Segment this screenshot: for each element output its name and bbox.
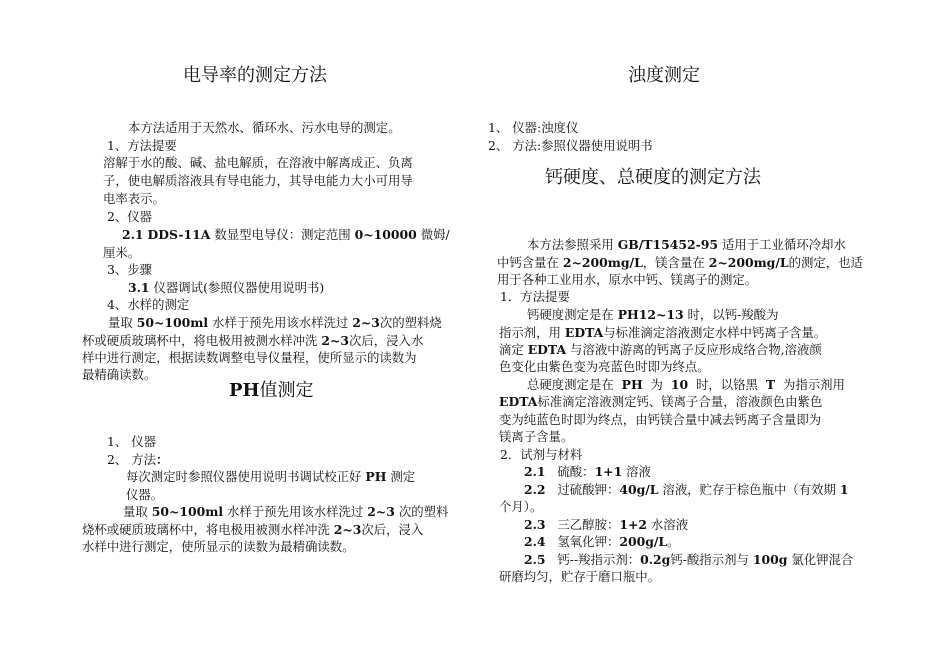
ratio-value: 1+1 [594, 464, 623, 479]
conductivity-s1-heading: 1、方法提要 [107, 138, 177, 153]
conductivity-s4-heading: 4、水样的测定 [107, 297, 190, 312]
ph-method-text: 仪器。 [126, 487, 164, 502]
text-run: 与标准滴定溶液测定水样中钙离子含量。 [603, 325, 827, 340]
calcium-hardness-text [527, 306, 778, 325]
conductivity-s1-text: 溶解于水的酸、碱、盐电解质，在溶液中解离成正、负离 [103, 155, 413, 170]
conductivity-s3-item [128, 279, 324, 298]
text-run: 氢氧化钾： [557, 534, 620, 549]
mass-value: 100g [752, 552, 788, 567]
item-number: 2.2 [524, 482, 546, 497]
text-run: 次后，浸入 [361, 522, 424, 537]
count-value: 2~3 [321, 333, 349, 348]
text-run: 标准滴定溶液测定钙、镁离子合量，溶液颜色由紫色 [537, 394, 823, 409]
right-column [475, 0, 950, 672]
item-number: 2.3 [524, 517, 546, 532]
calcium-hardness-text: 色变化由紫色变为亮蓝色时即为终点。 [499, 359, 710, 374]
conductivity-intro: 本方法适用于天然水、循环水、污水电导的测定。 [128, 120, 401, 135]
conductivity-s4-text: 样中进行测定，根据读数调整电导仪量程，使所显示的读数为 [82, 350, 417, 365]
total-hardness-text [499, 393, 822, 412]
reagent-item [524, 516, 688, 535]
ph-procedure-text [82, 521, 423, 540]
text-run: 次的塑料烧 [379, 315, 442, 330]
text-run: 量取 [123, 504, 148, 519]
text-run: 水溶液 [650, 517, 689, 532]
turbidity-title: 浊度测定 [628, 65, 700, 86]
instrument-model: DDS-11A [147, 227, 211, 242]
ratio-value: 1+2 [619, 517, 647, 532]
reagent-item-cont: 研磨均匀，贮存于磨口瓶中。 [499, 569, 661, 584]
text-run: 测定 [390, 469, 416, 484]
hardness-intro [497, 254, 863, 273]
text-run: 钙硬度测定是在 [527, 307, 614, 322]
text-run: ，镁含量在 [642, 255, 705, 270]
volume-value: 50~100ml [136, 315, 209, 330]
total-hardness-text [527, 376, 845, 395]
ph-item-2 [107, 451, 168, 470]
conductivity-s4-text [82, 332, 423, 351]
ph-title-abbr: PH [229, 380, 260, 401]
text-run: 指示剂，用 [499, 325, 561, 340]
reagent-abbr: EDTA [564, 325, 604, 340]
ph-item-1: 1、 仪器 [107, 434, 156, 449]
text-run: 水样于预先用该水样洗过 [227, 504, 364, 519]
turbidity-item-1: 1、 仪器:浊度仪 [488, 120, 579, 135]
hardness-h2: 2．试剂与材料 [500, 447, 583, 462]
conductivity-s3-heading: 3、步骤 [107, 262, 153, 277]
standard-code: GB/T15452-95 [617, 237, 718, 252]
calcium-hardness-text [499, 341, 822, 360]
period-value: 1 [839, 482, 849, 497]
ph-range: PH12~13 [617, 307, 684, 322]
text-run: 钙--羧指示剂： [557, 552, 641, 567]
conductivity-s2-item-cont: 厘米。 [103, 245, 141, 260]
reagent-abbr: EDTA [499, 394, 538, 409]
unit-text: 微姆/ [420, 227, 450, 242]
conductivity-s4-text [108, 314, 442, 333]
colon: ： [156, 452, 169, 467]
item-number: 3.1 [128, 280, 150, 295]
text-run: 本方法参照采用 [527, 237, 614, 252]
text-run: 为指示剂用 [782, 377, 845, 392]
ph-abbr: PH [365, 469, 387, 484]
text-run: 溶液，贮存于棕色瓶中（有效期 [662, 482, 836, 497]
conductivity-s4-text: 最精确读数。 [82, 367, 157, 382]
total-hardness-text: 镁离子含量。 [499, 429, 574, 444]
item-number: 2.1 [122, 227, 144, 242]
ph-procedure-text: 水样中进行测定，使所显示的读数为最精确读数。 [82, 539, 355, 554]
item-text: 数显型电导仪：测定范围 [214, 227, 351, 242]
count-value: 2~3 [367, 504, 395, 519]
text-run: 量取 [108, 315, 133, 330]
text-run: 溶液 [626, 464, 651, 479]
count-value: 2~3 [352, 315, 380, 330]
ph-title-text: 值测定 [259, 380, 314, 401]
calcium-hardness-text [499, 324, 826, 343]
text-run: 过硫酸钾： [557, 482, 620, 497]
text-run: 中钙含量在 [497, 255, 559, 270]
indicator-letter: T [765, 377, 776, 392]
text-run: 与溶液中游离的钙离子反应形成络合物,溶液颜 [570, 342, 822, 357]
text-run: 适用于工业循环冷却水 [721, 237, 846, 252]
concentration-value: 2~200mg/L [562, 255, 643, 270]
hardness-title: 钙硬度、总硬度的测定方法 [545, 167, 761, 188]
reagent-item [524, 551, 853, 570]
reagent-item [524, 533, 680, 552]
text-run: 时，以铬黑 [695, 377, 758, 392]
reagent-item [524, 463, 651, 482]
turbidity-item-2: 2、 方法:参照仪器使用说明书 [488, 138, 653, 153]
text-run: 硫酸： [557, 464, 595, 479]
conductivity-s2-heading: 2、仪器 [107, 209, 153, 224]
conductivity-s1-text: 子，使电解质溶液具有导电能力，其导电能力大小可用导 [103, 173, 413, 188]
ph-value: 10 [670, 377, 689, 392]
item-number: 2.5 [524, 552, 546, 567]
volume-value: 50~100ml [151, 504, 224, 519]
item-number: 2.1 [524, 464, 546, 479]
text-run: 总硬度测定是在 [527, 377, 614, 392]
text-run: 烧杯或硬质玻璃杯中，将电极用被测水样冲洗 [82, 522, 330, 537]
text-run: 2、 方法 [107, 452, 156, 467]
ph-method-text [126, 468, 415, 487]
reagent-abbr: EDTA [527, 342, 567, 357]
text-run: 水样于预先用该水样洗过 [212, 315, 349, 330]
mass-value: 0.2g [640, 552, 671, 567]
text-run: 滴定 [499, 342, 524, 357]
concentration-value: 40g/L [619, 482, 659, 497]
reagent-item [524, 481, 849, 500]
concentration-value: 2~200mg/L [708, 255, 789, 270]
item-text: 仪器调试(参照仪器使用说明书) [153, 280, 325, 295]
ph-title [229, 379, 314, 403]
range-value: 0~10000 [354, 227, 417, 242]
text-run: 为 [650, 377, 663, 392]
text-run: 次的塑料 [398, 504, 449, 519]
text-run: 氯化钾混合 [791, 552, 854, 567]
reagent-item-cont: 个月）。 [499, 499, 543, 514]
concentration-value: 200g/L [619, 534, 668, 549]
conductivity-s2-item [122, 226, 450, 245]
text-run: 每次测定时参照仪器使用说明书调试校正好 [126, 469, 362, 484]
conductivity-s1-text: 电率表示。 [103, 191, 165, 206]
text-run: 杯或硬质玻璃杯中，将电极用被测水样冲洗 [82, 333, 318, 348]
ph-procedure-text [123, 503, 448, 522]
conductivity-title: 电导率的测定方法 [183, 65, 327, 86]
text-run: 次后，浸入水 [349, 333, 424, 348]
count-value: 2~3 [333, 522, 362, 537]
total-hardness-text: 变为纯蓝色时即为终点，由钙镁合量中减去钙离子含量即为 [499, 412, 822, 427]
hardness-h1: 1．方法提要 [500, 289, 570, 304]
item-number: 2.4 [524, 534, 546, 549]
text-run: 时，以钙-羧酸为 [687, 307, 779, 322]
text-run: 钙-酸指示剂与 [670, 552, 749, 567]
text-run: 三乙醇胺： [557, 517, 620, 532]
hardness-intro [527, 236, 846, 255]
text-run: 。 [667, 534, 680, 549]
ph-abbr: PH [621, 377, 643, 392]
text-run: 的测定，也适 [788, 255, 863, 270]
hardness-intro: 用于各种工业用水，原水中钙、镁离子的测定。 [497, 272, 758, 287]
